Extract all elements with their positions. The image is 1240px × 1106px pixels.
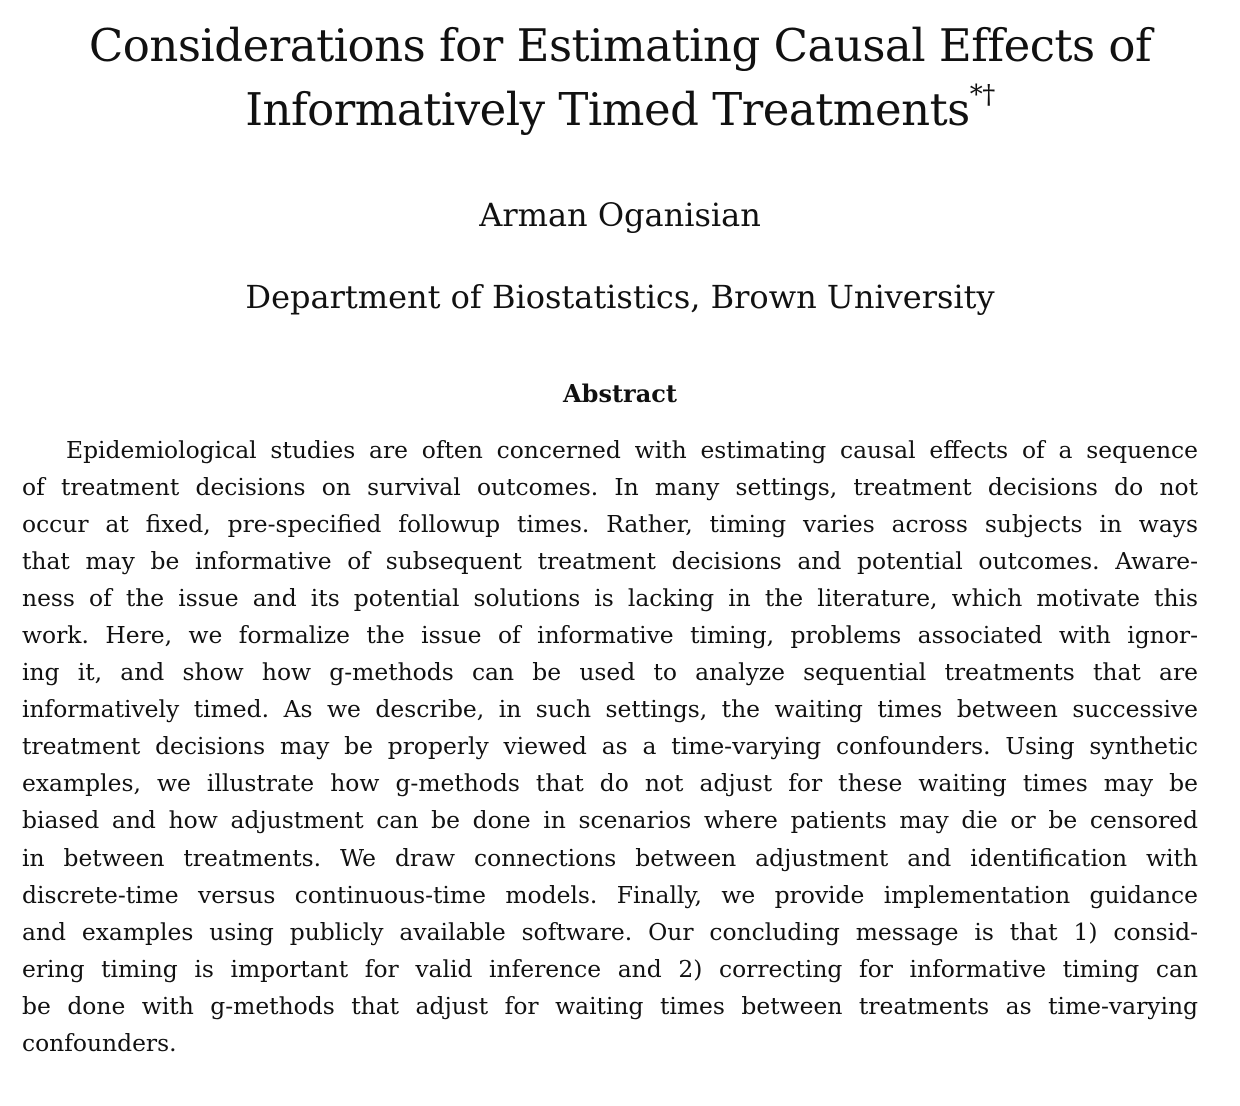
abstract-line: Epidemiological studies are often concerned with estimating causal effects of a sequence <box>66 436 1198 464</box>
abstract-line: occur at fixed, pre-specified followup times. Rather, timing varies across subjects in ways <box>22 510 1198 539</box>
abstract-line: and examples using publicly available software. Our concluding message is that 1) consid- <box>22 917 1198 946</box>
author-affiliation: Department of Biostatistics, Brown University <box>245 278 995 316</box>
abstract-line: treatment decisions may be properly viewed as a time-varying confounders. Using synthetic <box>22 732 1198 761</box>
abstract-line: of treatment decisions on survival outcomes. In many settings, treatment decisions do not <box>22 473 1198 502</box>
abstract-line: informatively timed. As we describe, in such settings, the waiting times between successive <box>22 695 1198 724</box>
abstract-line: ness of the issue and its potential solutions is lacking in the literature, which motivate this <box>22 584 1198 613</box>
abstract-line: ering timing is important for valid inference and 2) correcting for informative timing can <box>22 954 1198 983</box>
title-line-2: Informatively Timed Treatments <box>245 83 970 136</box>
abstract-line: confounders. <box>22 1028 177 1057</box>
abstract-line: be done with g-methods that adjust for waiting times between treatments as time-varying <box>22 991 1198 1020</box>
abstract-line: ing it, and show how g-methods can be used to analyze sequential treatments that are <box>22 658 1198 687</box>
paper-title <box>20 14 1220 142</box>
abstract-body <box>22 432 1198 1062</box>
abstract-line: discrete-time versus continuous-time models. Finally, we provide implementation guidance <box>22 880 1198 909</box>
title-line-1: Considerations for Estimating Causal Effects of <box>88 19 1152 72</box>
author-name: Arman Oganisian <box>479 196 761 234</box>
abstract-line: that may be informative of subsequent treatment decisions and potential outcomes. Aware- <box>22 547 1198 576</box>
abstract-line: work. Here, we formalize the issue of informative timing, problems associated with ignor- <box>22 621 1198 650</box>
abstract-heading: Abstract <box>563 379 677 408</box>
abstract-line: examples, we illustrate how g-methods that do not adjust for these waiting times may be <box>22 769 1198 798</box>
abstract-line: biased and how adjustment can be done in scenarios where patients may die or be censored <box>22 806 1198 835</box>
abstract-line: in between treatments. We draw connections between adjustment and identification with <box>22 843 1198 872</box>
title-footnote-marks: *† <box>969 80 995 110</box>
